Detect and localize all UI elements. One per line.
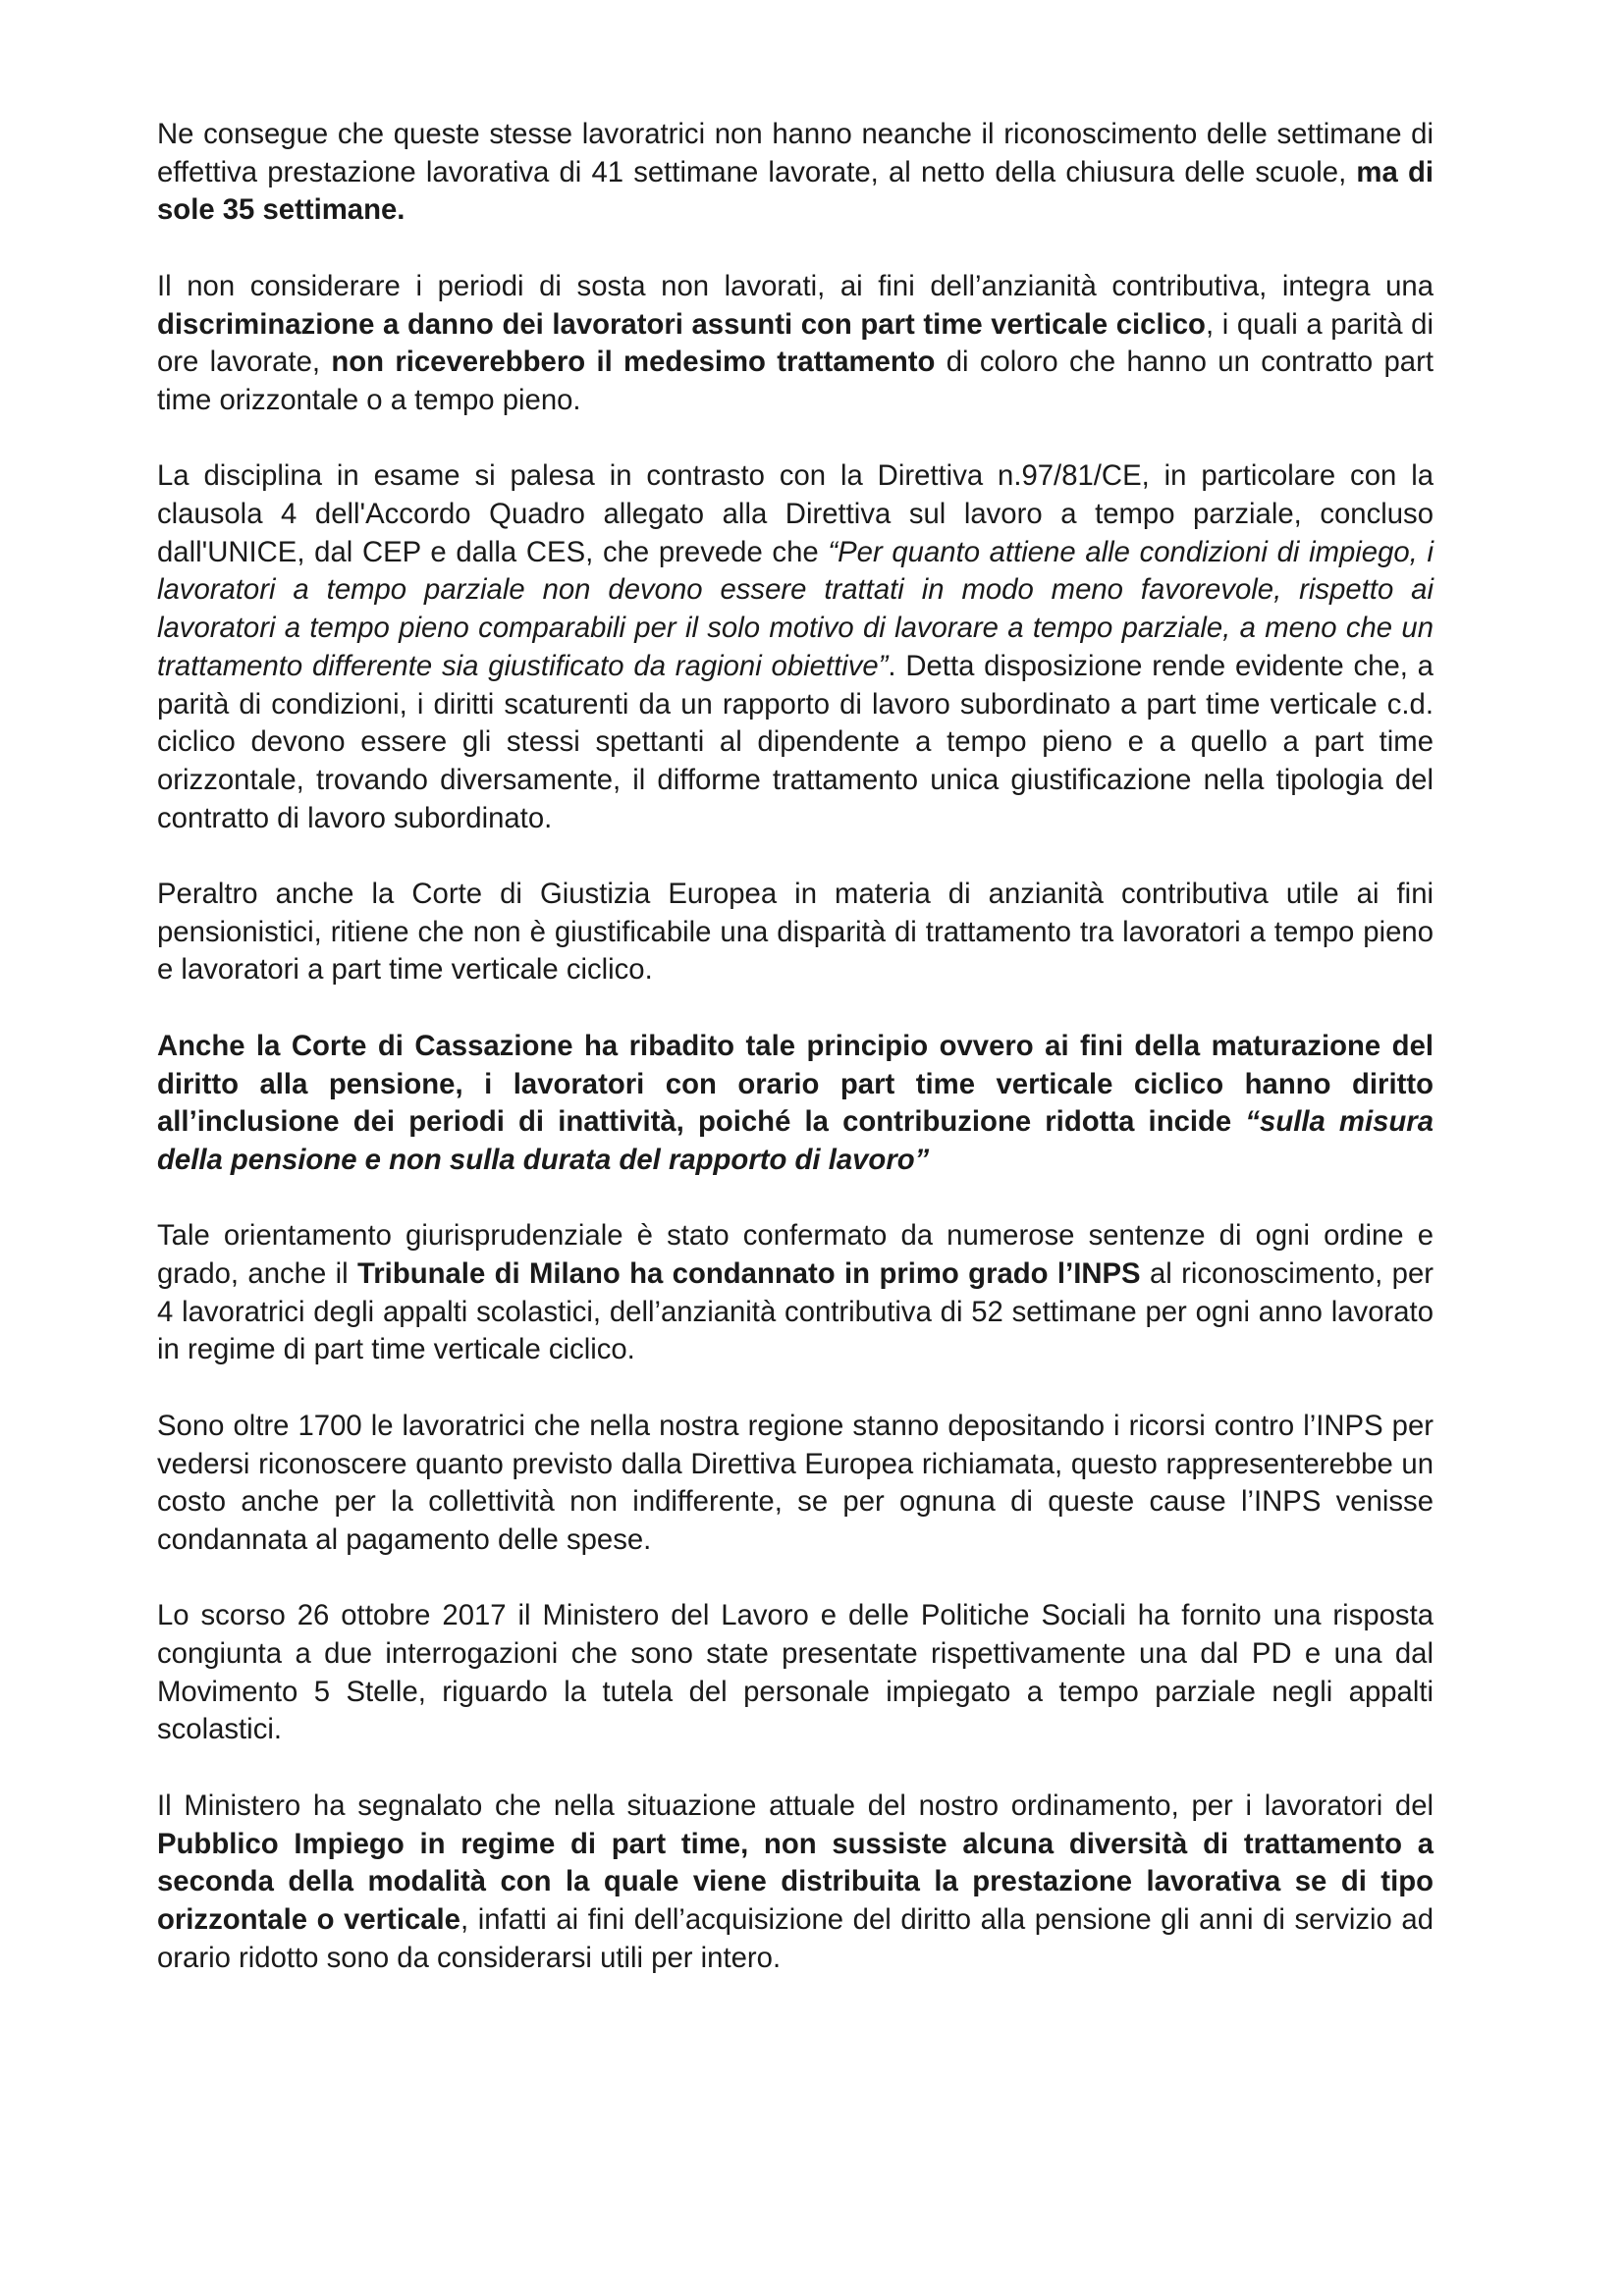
- paragraph-text: , infatti ai fini dell’acquisizione del diritto alla pensione gli anni di servizio ad orario ridotto sono da considerarsi utili per intero.: [157, 1902, 1434, 1974]
- paragraph: [157, 268, 1434, 420]
- paragraph-text: Lo scorso 26 ottobre 2017 il Ministero del Lavoro e delle Politiche Sociali ha fornito una risposta congiunta a due interrogazioni che sono state presentate rispettivamente una dal PD e una dal Movimento 5 Stelle, riguardo la tutela del personale impiegato a tempo parziale negli appalti scolastici.: [157, 1599, 1434, 1746]
- paragraph-text: Peraltro anche la Corte di Giustizia Europea in materia di anzianità contributiva utile ai fini pensionistici, ritiene che non è giustificabile una disparità di trattamento tra lavoratori a tempo pieno e lavoratori a part time verticale ciclico.: [157, 878, 1434, 987]
- paragraph: [157, 1597, 1434, 1749]
- paragraph-text: La disciplina in esame si palesa in contrasto con la Direttiva n.97/81/CE, in particolare con la clausola 4 dell'Accordo Quadro allegato alla Direttiva sul lavoro a tempo parziale, concluso dall'UNICE, dal CEP e dalla CES, che prevede che: [157, 459, 1434, 568]
- paragraph-text: Il Ministero ha segnalato che nella situazione attuale del nostro ordinamento, per i lavoratori del: [157, 1789, 1434, 1822]
- emphasized-text: “sulla misura della pensione e non sulla durata del rapporto di lavoro”: [157, 1105, 1434, 1176]
- emphasized-text: discriminazione a danno dei lavoratori assunti con part time verticale ciclico: [157, 307, 1206, 341]
- paragraph: [157, 1217, 1434, 1369]
- paragraph-text: Il non considerare i periodi di sosta non lavorati, ai fini dell’anzianità contributiva, integra una: [157, 269, 1434, 302]
- paragraph-text: Ne consegue che queste stesse lavoratrici non hanno neanche il riconoscimento delle settimane di effettiva prestazione lavorativa di 41 settimane lavorate, al netto della chiusura delle scuole,: [157, 118, 1434, 188]
- paragraph-text: . Detta disposizione rende evidente che, a parità di condizioni, i diritti scaturenti da un rapporto di lavoro subordinato a part time verticale c.d. ciclico devono essere gli stessi spettanti al dipendente a tempo pieno e a quello a part time orizzontale, trovando diversamente, il difforme trattamento unica giustificazione nella tipologia del contratto di lavoro subordinato.: [157, 649, 1434, 834]
- emphasized-text: Tribunale di Milano ha condannato in primo grado l’INPS: [357, 1257, 1141, 1291]
- paragraph: [157, 1028, 1434, 1180]
- document-page: [157, 116, 1434, 2015]
- emphasized-text: non riceverebbero il medesimo trattamento: [331, 346, 936, 379]
- emphasized-text: Anche la Corte di Cassazione ha ribadito tale principio ovvero ai fini della maturazione del diritto alla pensione, i lavoratori con orario part time verticale ciclico hanno diritto all’inclusione dei periodi di inattività, poiché la contribuzione ridotta incide: [157, 1029, 1434, 1139]
- paragraph-text: di coloro che hanno un contratto part time orizzontale o a tempo pieno.: [157, 346, 1434, 416]
- paragraph: [157, 876, 1434, 989]
- paragraph: [157, 116, 1434, 230]
- paragraph: [157, 1788, 1434, 1978]
- paragraph: [157, 1408, 1434, 1560]
- paragraph-text: , i quali a parità di ore lavorate,: [157, 307, 1434, 379]
- paragraph-text: Sono oltre 1700 le lavoratrici che nella nostra regione stanno depositando i ricorsi contro l’INPS per vedersi riconoscere quanto previsto dalla Direttiva Europea richiamata, questo rappresenterebbe un costo anche per la collettività non indifferente, se per ognuna di queste cause l’INPS venisse condannata al pagamento delle spese.: [157, 1409, 1434, 1556]
- paragraph-text: Tale orientamento giurisprudenziale è stato confermato da numerose sentenze di ogni ordine e grado, anche il: [157, 1219, 1434, 1291]
- paragraph: [157, 457, 1434, 837]
- emphasized-text: “Per quanto attiene alle condizioni di impiego, i lavoratori a tempo parziale non devono essere trattati in modo meno favorevole, rispetto ai lavoratori a tempo pieno comparabili per il solo motivo di lavorare a tempo parziale, a meno che un trattamento differente sia giustificato da ragioni obiettive”: [157, 535, 1434, 682]
- paragraph-text: al riconoscimento, per 4 lavoratrici degli appalti scolastici, dell’anzianità contributiva di 52 settimane per ogni anno lavorato in regime di part time verticale ciclico.: [157, 1257, 1434, 1366]
- emphasized-text: Pubblico Impiego in regime di part time, non sussiste alcuna diversità di trattamento a seconda della modalità con la quale viene distribuita la prestazione lavorativa se di tipo orizzontale o verticale: [157, 1827, 1434, 1936]
- emphasized-text: ma di sole 35 settimane.: [157, 155, 1434, 227]
